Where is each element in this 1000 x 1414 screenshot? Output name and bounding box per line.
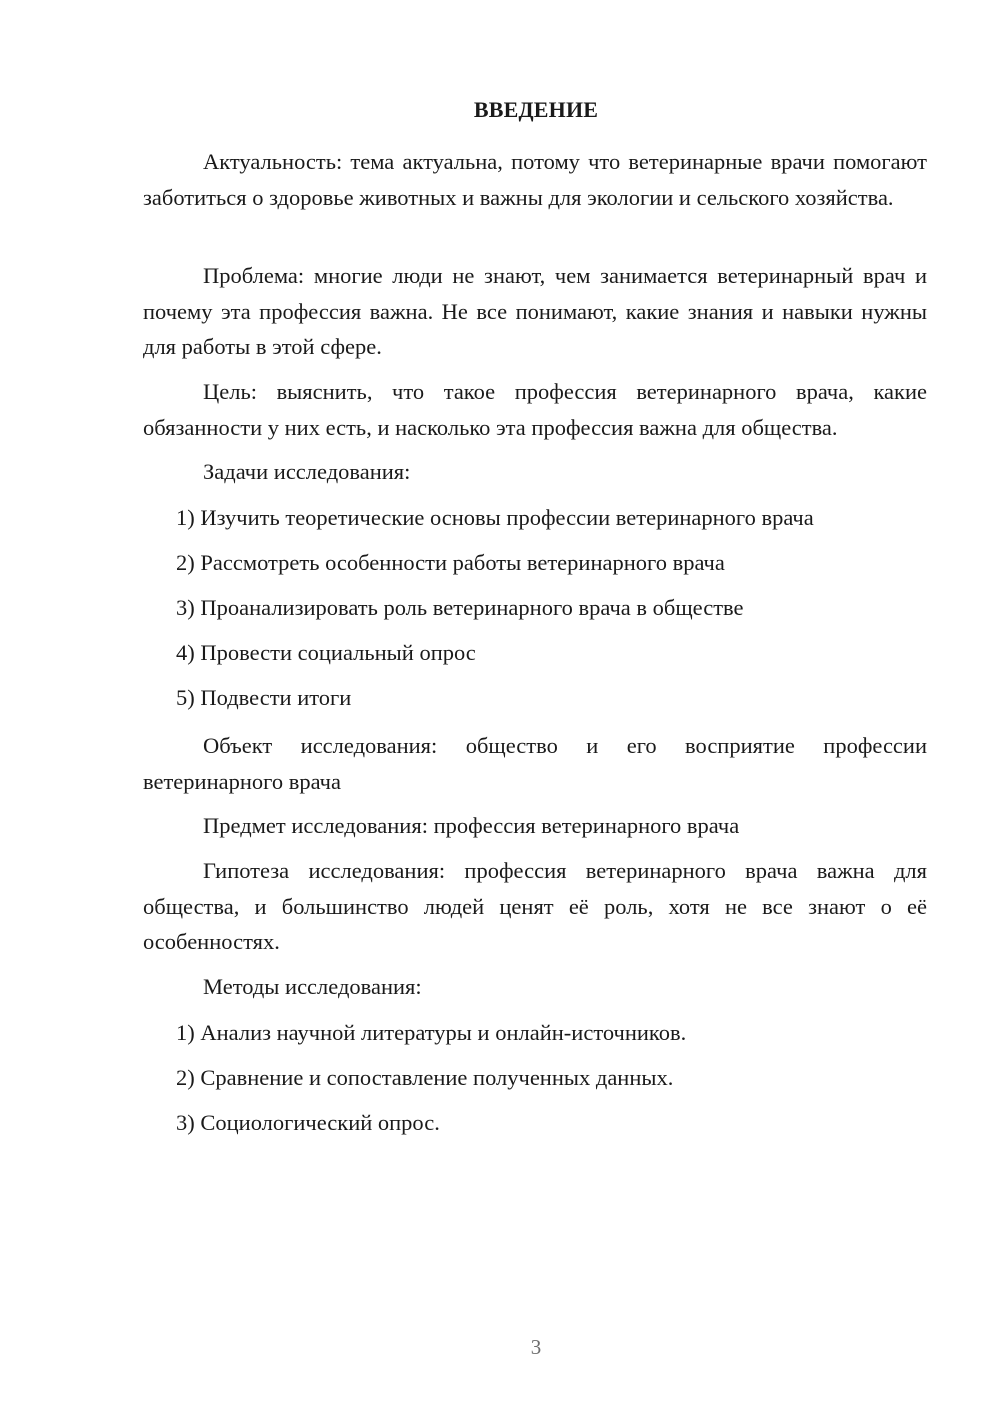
task-item: 3) Проанализировать роль ветеринарного врача в обществе xyxy=(176,595,744,620)
task-item: 2) Рассмотреть особенности работы ветеринарного врача xyxy=(176,550,725,575)
tasks-title: Задачи исследования: xyxy=(203,459,411,484)
task-item: 4) Провести социальный опрос xyxy=(176,640,476,665)
method-item: 3) Социологический опрос. xyxy=(176,1110,440,1135)
method-item: 1) Анализ научной литературы и онлайн-источников. xyxy=(176,1020,687,1045)
page-number: 3 xyxy=(530,1335,542,1359)
method-item: 2) Сравнение и сопоставление полученных данных. xyxy=(176,1065,674,1090)
task-item: 5) Подвести итоги xyxy=(176,685,352,710)
problem-paragraph: Проблема: многие люди не знают, чем занимается ветеринарный врач и почему эта профессия важна. Не все понимают, какие знания и навыки нужны для работы в этой сфере. xyxy=(143,263,927,359)
object-paragraph: Объект исследования: общество и его восприятие профессии ветеринарного врача xyxy=(143,733,927,794)
hypothesis-paragraph: Гипотеза исследования: профессия ветеринарного врача важна для общества, и большинство людей ценят её роль, хотя не все знают о её особенностях. xyxy=(143,858,927,954)
subject-paragraph: Предмет исследования: профессия ветеринарного врача xyxy=(203,813,740,838)
page-heading: ВВЕДЕНИЕ xyxy=(473,97,599,122)
methods-title: Методы исследования: xyxy=(203,974,422,999)
relevance-paragraph: Актуальность: тема актуальна, потому что ветеринарные врачи помогают заботиться о здоровье животных и важны для экологии и сельского хозяйства. xyxy=(143,149,927,210)
goal-paragraph: Цель: выяснить, что такое профессия ветеринарного врача, какие обязанности у них есть, и насколько эта профессия важна для общества. xyxy=(143,379,927,440)
task-item: 1) Изучить теоретические основы профессии ветеринарного врача xyxy=(176,505,814,530)
